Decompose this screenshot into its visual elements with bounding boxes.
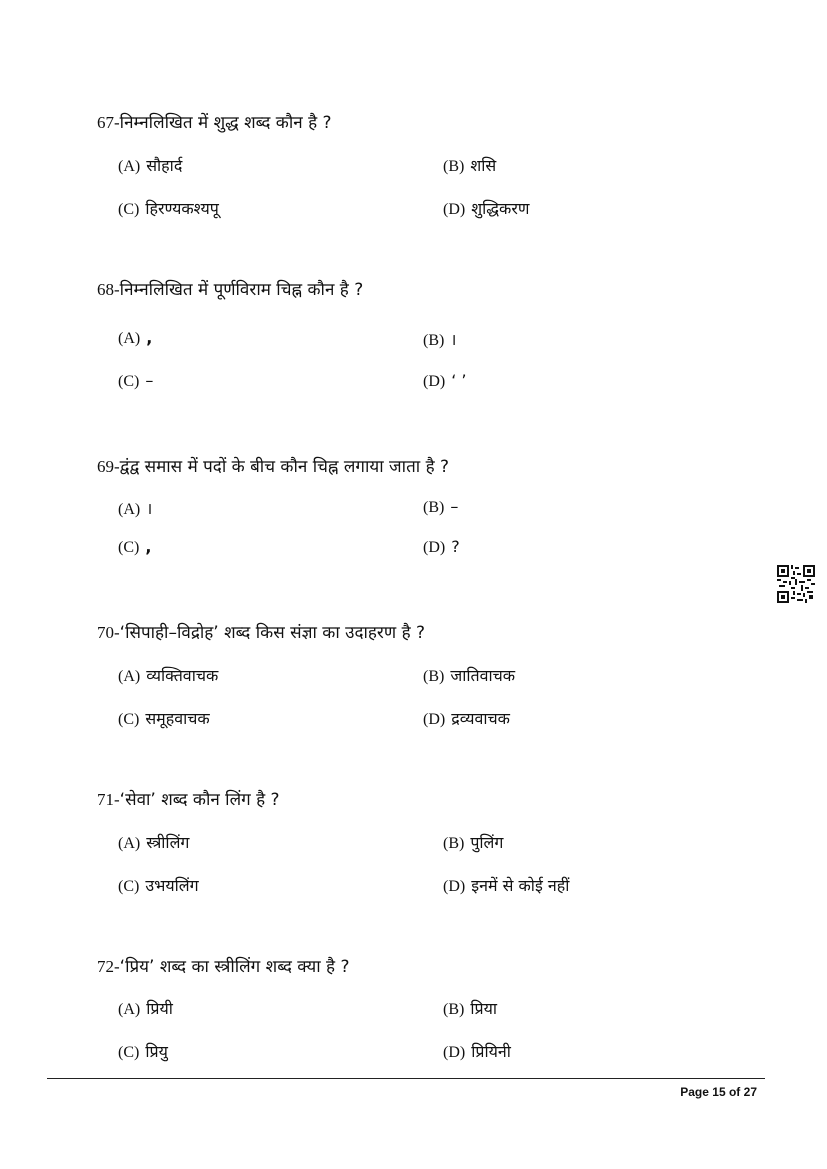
option-d: (D) द्रव्यवाचक bbox=[423, 709, 510, 728]
option-a: (A) स्त्रीलिंग bbox=[118, 833, 190, 852]
option-a: (A) , bbox=[118, 328, 153, 347]
question-text: निम्नलिखित में शुद्ध शब्द कौन है ? bbox=[119, 113, 332, 133]
option-a: (A) सौहार्द bbox=[118, 156, 183, 175]
question-67 bbox=[97, 110, 332, 133]
option-c: (C) उभयलिंग bbox=[118, 876, 199, 895]
question-text: ‘प्रिय’ शब्द का स्त्रीलिंग शब्द क्या है ? bbox=[119, 957, 350, 977]
question-72 bbox=[97, 954, 350, 977]
question-69 bbox=[97, 454, 449, 477]
option-d: (D) इनमें से कोई नहीं bbox=[443, 876, 570, 895]
option-d: (D) शुद्धिकरण bbox=[443, 199, 530, 218]
option-c: (C) – bbox=[118, 371, 154, 390]
option-b: (B) । bbox=[423, 330, 457, 349]
question-68 bbox=[97, 277, 363, 300]
page-number: Page 15 of 27 bbox=[680, 1085, 757, 1099]
question-number: 72- bbox=[97, 957, 120, 976]
question-number: 69- bbox=[97, 457, 120, 476]
option-a: (A) प्रियी bbox=[118, 999, 173, 1018]
question-text: द्वंद्व समास में पदों के बीच कौन चिह्न लगाया जाता है ? bbox=[119, 457, 450, 477]
question-text: ‘सेवा’ शब्द कौन लिंग है ? bbox=[119, 790, 280, 810]
question-number: 70- bbox=[97, 623, 120, 642]
option-c: (C) समूहवाचक bbox=[118, 709, 210, 728]
option-c: (C) प्रियु bbox=[118, 1042, 168, 1061]
option-b: (B) शसि bbox=[443, 156, 497, 175]
option-c: (C) , bbox=[118, 537, 152, 556]
option-b: (B) – bbox=[423, 497, 459, 516]
question-70 bbox=[97, 620, 425, 643]
option-c: (C) हिरण्यकश्यपू bbox=[118, 199, 219, 218]
question-71 bbox=[97, 787, 280, 810]
question-number: 67- bbox=[97, 113, 120, 132]
option-d: (D) प्रियिनी bbox=[443, 1042, 511, 1061]
question-number: 71- bbox=[97, 790, 120, 809]
question-text: ‘सिपाही–विद्रोह’ शब्द किस संज्ञा का उदाहरण है ? bbox=[119, 623, 426, 643]
option-d: (D) ? bbox=[423, 537, 460, 556]
option-b: (B) पुलिंग bbox=[443, 833, 504, 852]
option-a: (A) व्यक्तिवाचक bbox=[118, 666, 219, 685]
question-text: निम्नलिखित में पूर्णविराम चिह्न कौन है ? bbox=[119, 280, 364, 300]
option-d: (D) ‘ ’ bbox=[423, 371, 467, 390]
option-b: (B) प्रिया bbox=[443, 999, 498, 1018]
qr-code-icon bbox=[777, 565, 815, 603]
question-number: 68- bbox=[97, 280, 120, 299]
footer-divider bbox=[47, 1078, 765, 1079]
option-b: (B) जातिवाचक bbox=[423, 666, 516, 685]
option-a: (A) । bbox=[118, 499, 153, 518]
